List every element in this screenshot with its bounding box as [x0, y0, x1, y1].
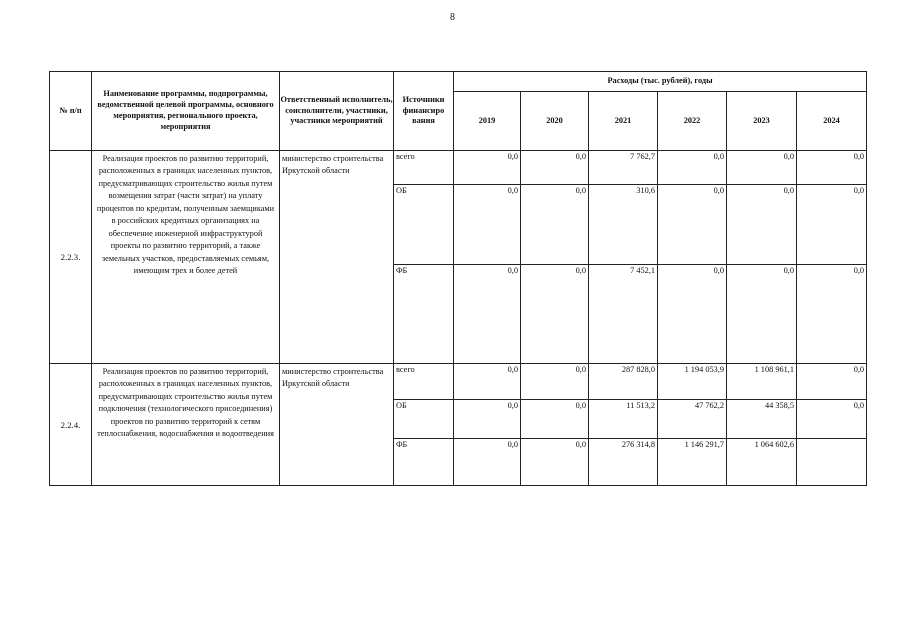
- value-cell: 0,0: [797, 364, 867, 400]
- value-cell: 0,0: [521, 265, 589, 364]
- value-cell: 0,0: [727, 265, 797, 364]
- value-cell: 0,0: [797, 265, 867, 364]
- activity-name: Реализация проектов по развитию территорий, расположенных в границах населенных пунктов, предусматривающих строительство жилья путем подключения (технологического присоединения) проектов по развитию территорий к сетям теплоснабжения, водоснабжения и водоотведения: [92, 364, 280, 486]
- value-cell: 0,0: [521, 364, 589, 400]
- value-cell: 287 828,0: [589, 364, 658, 400]
- value-cell: 0,0: [797, 151, 867, 185]
- source-label: ФБ: [394, 265, 454, 364]
- value-cell: 0,0: [727, 151, 797, 185]
- header-year: 2024: [797, 92, 867, 151]
- value-cell: 0,0: [454, 265, 521, 364]
- header-year: 2021: [589, 92, 658, 151]
- page-number: 8: [450, 12, 455, 23]
- budget-table: [49, 71, 867, 486]
- value-cell: 44 358,5: [727, 400, 797, 439]
- table-row: [50, 151, 867, 185]
- value-cell: 0,0: [454, 185, 521, 265]
- value-cell: 0,0: [521, 151, 589, 185]
- value-cell: 1 064 602,6: [727, 439, 797, 486]
- header-year: 2022: [658, 92, 727, 151]
- header-sources: Источники финансиро вания: [394, 72, 454, 151]
- source-label: ФБ: [394, 439, 454, 486]
- value-cell: 7 452,1: [589, 265, 658, 364]
- value-cell: 0,0: [521, 185, 589, 265]
- source-label: всего: [394, 151, 454, 185]
- value-cell: 1 108 961,1: [727, 364, 797, 400]
- header-year: 2019: [454, 92, 521, 151]
- value-cell: 0,0: [658, 151, 727, 185]
- responsible-executor: министерство строительства Иркутской области: [280, 151, 394, 364]
- source-label: ОБ: [394, 400, 454, 439]
- value-cell: 0,0: [797, 185, 867, 265]
- value-cell: 0,0: [727, 185, 797, 265]
- value-cell: 47 762,2: [658, 400, 727, 439]
- table-row: [50, 364, 867, 400]
- header-responsible: Ответственный исполнитель, соисполнители, участники, участники мероприятий: [280, 72, 394, 151]
- value-cell: [797, 439, 867, 486]
- value-cell: 0,0: [454, 439, 521, 486]
- value-cell: 0,0: [521, 400, 589, 439]
- value-cell: 276 314,8: [589, 439, 658, 486]
- source-label: всего: [394, 364, 454, 400]
- value-cell: 7 762,7: [589, 151, 658, 185]
- header-name: Наименование программы, подпрограммы, ведомственной целевой программы, основного мероприятия, регионального проекта, мероприятия: [92, 72, 280, 151]
- header-expenses: Расходы (тыс. рублей), годы: [454, 72, 867, 92]
- value-cell: 1 146 291,7: [658, 439, 727, 486]
- value-cell: 0,0: [454, 364, 521, 400]
- source-label: ОБ: [394, 185, 454, 265]
- activity-name: Реализация проектов по развитию территорий, расположенных в границах населенных пунктов, предусматривающих строительство жилья путем возмещения затрат (части затрат) на уплату процентов по кредитам, полученным заемщиками в российских кредитных организациях на обеспечение инженерной инфраструктурой проекты по развитию территорий, а также земельных участков, предоставляемых семьям, имеющим трех и более детей: [92, 151, 280, 364]
- value-cell: 0,0: [797, 400, 867, 439]
- row-number: 2.2.3.: [50, 151, 92, 364]
- value-cell: 0,0: [658, 265, 727, 364]
- row-number: 2.2.4.: [50, 364, 92, 486]
- value-cell: 0,0: [454, 400, 521, 439]
- value-cell: 0,0: [658, 185, 727, 265]
- value-cell: 310,6: [589, 185, 658, 265]
- value-cell: 0,0: [521, 439, 589, 486]
- responsible-executor: министерство строительства Иркутской области: [280, 364, 394, 486]
- header-num: № п/п: [50, 72, 92, 151]
- header-year: 2023: [727, 92, 797, 151]
- value-cell: 11 513,2: [589, 400, 658, 439]
- value-cell: 1 194 053,9: [658, 364, 727, 400]
- value-cell: 0,0: [454, 151, 521, 185]
- header-year: 2020: [521, 92, 589, 151]
